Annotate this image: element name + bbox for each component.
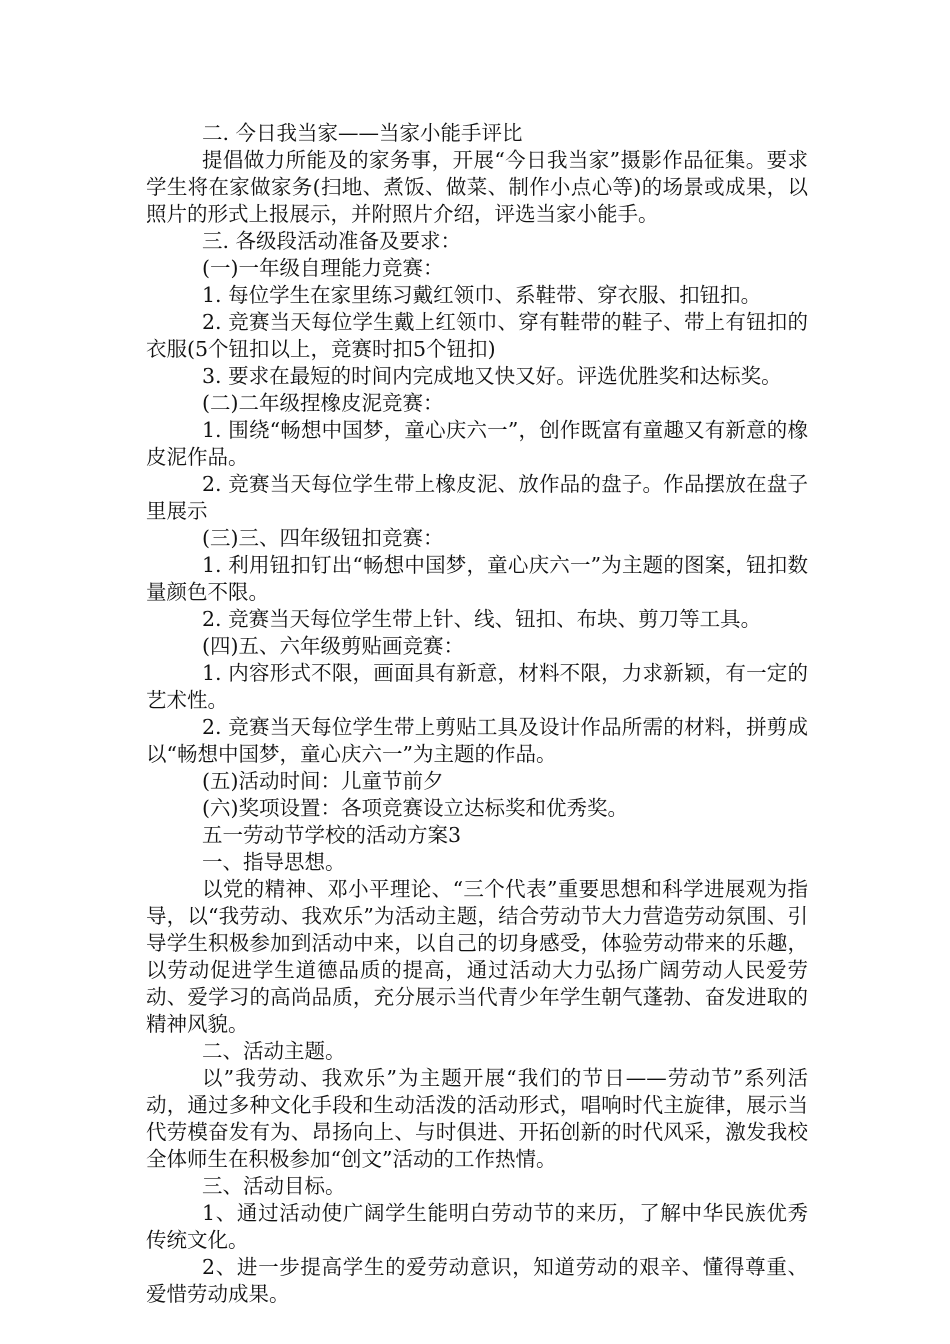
paragraph-household-description: 提倡做力所能及的家务事，开展“今日我当家”摄影作品征集。要求学生将在家做家务(扫地、煮饭、做菜、制作小点心等)的场景或成果，以照片的形式上报展示，并附照片介绍，评选当家小能手。 bbox=[146, 148, 808, 226]
list-item-grade-three-four-2: 2. 竞赛当天每位学生带上针、线、钮扣、布块、剪刀等工具。 bbox=[202, 607, 762, 631]
section-heading-household: 二. 今日我当家——当家小能手评比 bbox=[202, 121, 523, 145]
activity-time: (五)活动时间：儿童节前夕 bbox=[202, 769, 444, 793]
list-item-grade-three-four-1: 1. 利用钮扣钉出“畅想中国梦，童心庆六一”为主题的图案，钮扣数量颜色不限。 bbox=[146, 553, 808, 604]
list-item-goal-2: 2、进一步提高学生的爱劳动意识，知道劳动的艰辛、懂得尊重、爱惜劳动成果。 bbox=[146, 1255, 808, 1306]
list-item-grade-one-2: 2. 竞赛当天每位学生戴上红领巾、穿有鞋带的鞋子、带上有钮扣的衣服(5个钮扣以上，竞赛时扣5个钮扣) bbox=[146, 310, 808, 361]
subheading-grade-one: (一)一年级自理能力竞赛： bbox=[202, 256, 444, 280]
paragraph-theme: 以”我劳动、我欢乐”为主题开展“我们的节日——劳动节”系列活动，通过多种文化手段和生动活泼的活动形式，唱响时代主旋律，展示当代劳模奋发有为、昂扬向上、与时俱进、开拓创新的时代风采，激发我校全体师生在积极参加“创文”活动的工作热情。 bbox=[146, 1066, 808, 1171]
list-item-grade-one-1: 1. 每位学生在家里练习戴红领巾、系鞋带、穿衣服、扣钮扣。 bbox=[202, 283, 762, 307]
award-settings: (六)奖项设置：各项竞赛设立达标奖和优秀奖。 bbox=[202, 796, 628, 820]
list-item-grade-two-1: 1. 围绕“畅想中国梦，童心庆六一”，创作既富有童趣又有新意的橡皮泥作品。 bbox=[146, 418, 808, 469]
plan-title: 五一劳动节学校的活动方案3 bbox=[202, 823, 462, 847]
subheading-grade-five-six: (四)五、六年级剪贴画竞赛： bbox=[202, 634, 464, 658]
list-item-grade-five-six-1: 1. 内容形式不限，画面具有新意，材料不限，力求新颖，有一定的艺术性。 bbox=[146, 661, 808, 712]
subheading-grade-two: (二)二年级捏橡皮泥竞赛： bbox=[202, 391, 444, 415]
paragraph-guiding-thought: 以党的精神、邓小平理论、“三个代表”重要思想和科学进展观为指导，以“我劳动、我欢乐”为活动主题，结合劳动节大力营造劳动氛围、引导学生积极参加到活动中来，以自己的切身感受，体验劳动带来的乐趣，以劳动促进学生道德品质的提高，通过活动大力弘扬广阔劳动人民爱劳动、爱学习的高尚品质，充分展示当代青少年学生朝气蓬勃、奋发进取的精神风貌。 bbox=[146, 877, 808, 1036]
subheading-grade-three-four: (三)三、四年级钮扣竞赛： bbox=[202, 526, 444, 550]
section-heading-guiding-thought: 一、指导思想。 bbox=[202, 850, 346, 874]
list-item-grade-one-3: 3. 要求在最短的时间内完成地又快又好。评选优胜奖和达标奖。 bbox=[202, 364, 782, 388]
section-heading-goals: 三、活动目标。 bbox=[202, 1174, 346, 1198]
list-item-grade-five-six-2: 2. 竞赛当天每位学生带上剪贴工具及设计作品所需的材料，拼剪成以“畅想中国梦，童心庆六一”为主题的作品。 bbox=[146, 715, 808, 766]
document-body bbox=[146, 120, 808, 1308]
list-item-goal-1: 1、通过活动使广阔学生能明白劳动节的来历，了解中华民族优秀传统文化。 bbox=[146, 1201, 808, 1252]
section-heading-theme: 二、活动主题。 bbox=[202, 1039, 346, 1063]
section-heading-requirements: 三. 各级段活动准备及要求： bbox=[202, 229, 462, 253]
list-item-grade-two-2: 2. 竞赛当天每位学生带上橡皮泥、放作品的盘子。作品摆放在盘子里展示 bbox=[146, 472, 808, 523]
